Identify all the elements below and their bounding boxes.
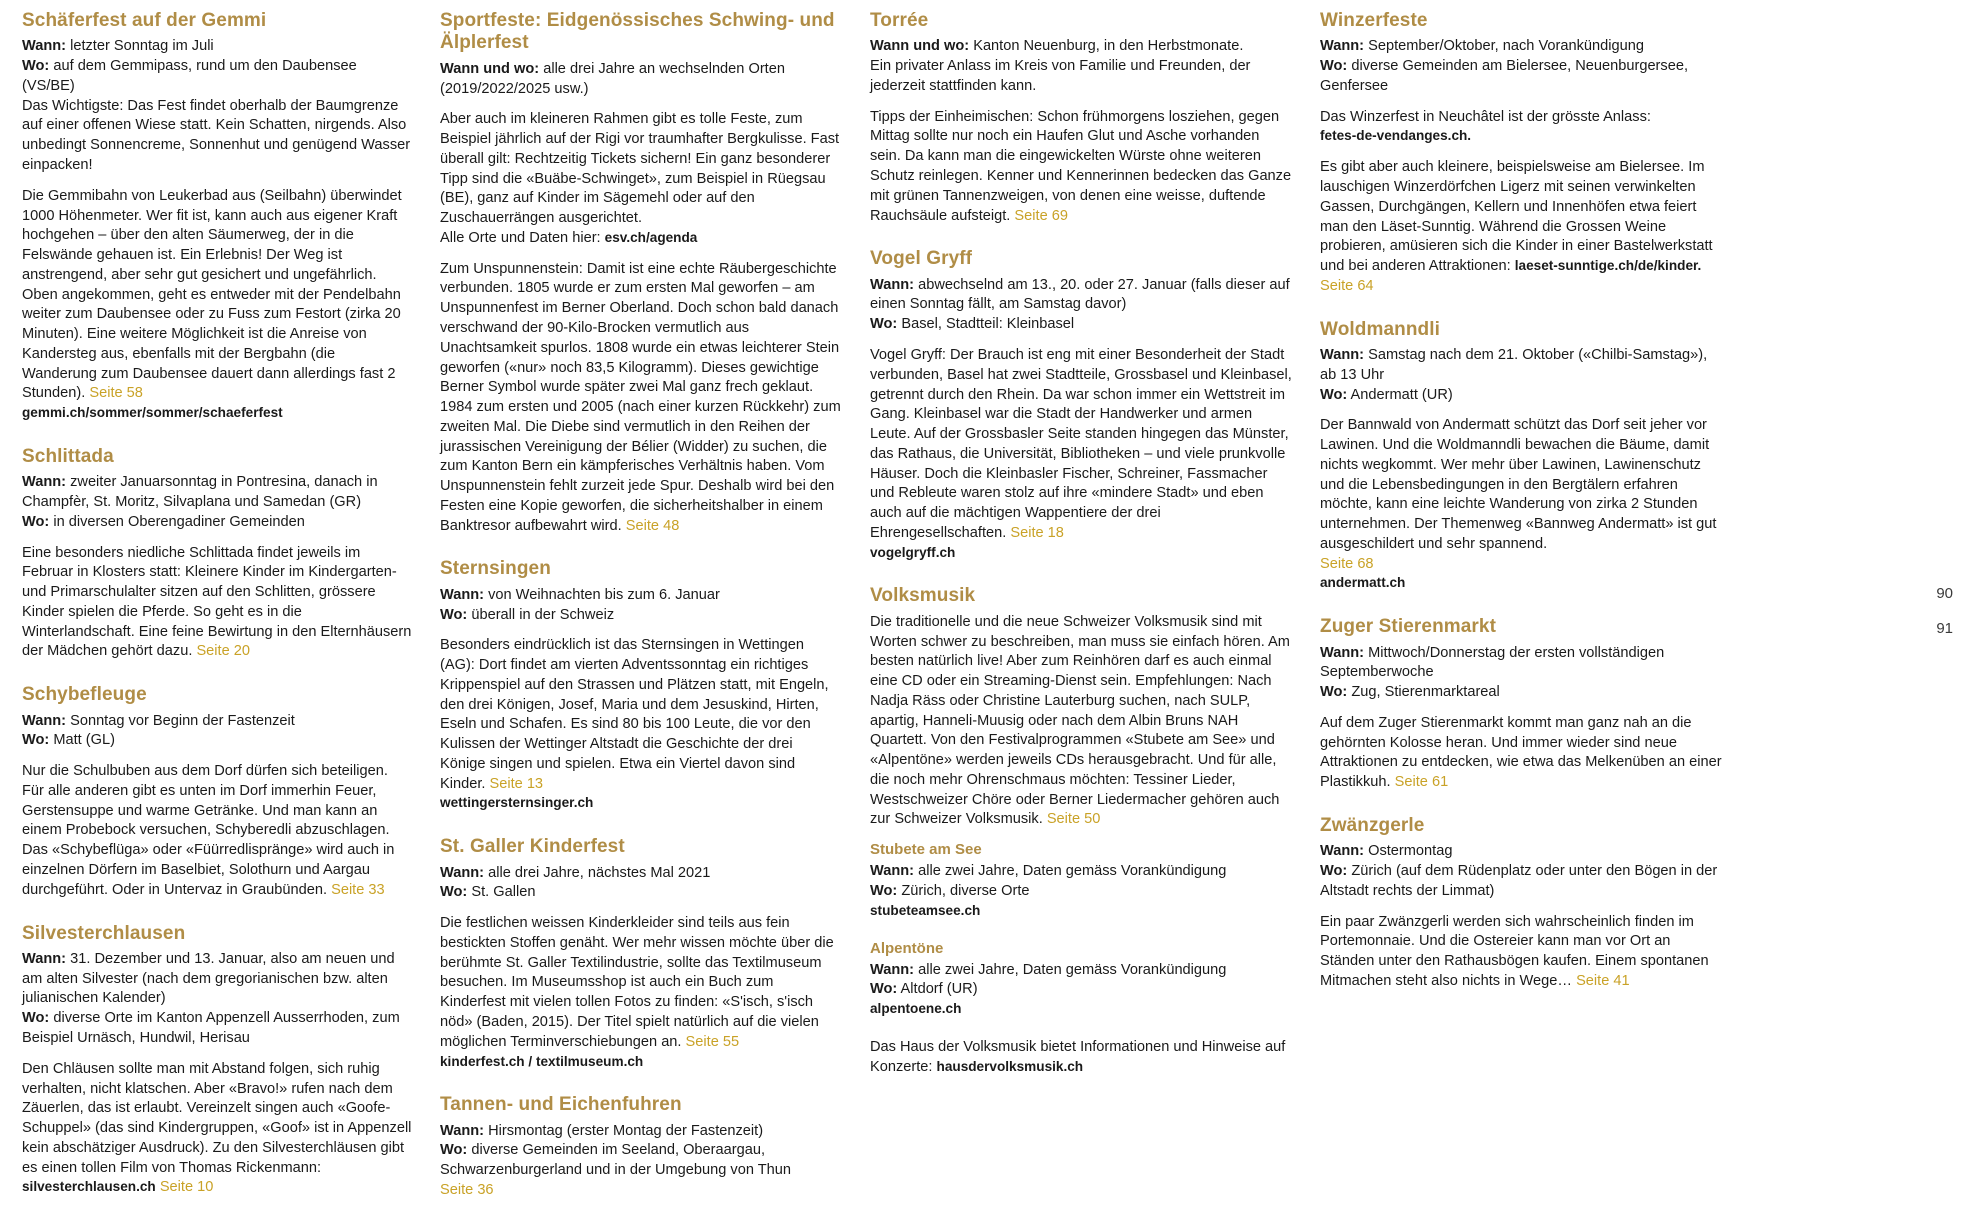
entry-body-text-2: Es gibt aber auch kleinere, beispielsweise am Bielersee. Im lauschigen Winzerdörfchen Ligerz mit seinen verwinkelten Gassen, Durchgängen, Kellern und Innenhöfen etwa feiert man den Läset-Sunntig. Während die Grossen Weine probieren, amüsieren sich die Kinder in einer Bastelwerkstatt und bei anderen Attraktionen: [1320,159,1713,275]
entry-silvesterchlausen [22,923,412,1199]
page-ref[interactable]: Seite 41 [1576,972,1630,989]
where-value: Zug, Stierenmarktareal [1347,684,1500,701]
entry-sportfeste [440,10,842,536]
entry-meta [870,276,1292,335]
when-label: Wann: [1320,644,1365,661]
where-label: Wo: [440,606,468,623]
folio-right: 91 [1936,620,1953,637]
entry-winzerfeste [1320,10,1722,297]
entry-woldmanndli [1320,319,1722,595]
when-label: Wann: [870,276,915,293]
entry-body-text: Auf dem Zuger Stierenmarkt kommt man ganz nah an die gehörnten Kolosse heran. Und immer wieder sind neue Attraktionen zu entdecken, wie etwa das Melkenüben an einer Plastikkuh. [1320,714,1722,791]
where-value: diverse Orte im Kanton Appenzell Ausserrhoden, zum Beispiel Urnäsch, Hundwil, Herisau [22,1010,400,1047]
where-label: Wo: [22,58,50,75]
entry-body-text: Nur die Schulbuben aus dem Dorf dürfen sich beteiligen. Für alle anderen gibt es unten im Dorf immerhin Feuer, Gerstensuppe und warme Getränke. Und man kann an einem Probebock versuchen, Schyberedli abzuschlagen. Das «Schybeflüga» oder «Füürredlispränge» wird auch in einzelnen Dörfern im Baselbiet, Solothurn und Aargau durchgeführt. Oder in Untervaz in Graubünden. [22,763,395,898]
subentry-meta [870,862,1292,921]
entry-url[interactable]: andermatt.ch [1320,575,1406,591]
entry-footer-url[interactable]: hausdervolksmusik.ch [936,1058,1084,1074]
entry-title: Volksmusik [870,585,976,607]
when-label: Wann: [1320,347,1365,363]
entry-body-text: Aber auch im kleineren Rahmen gibt es tolle Feste, zum Beispiel jährlich auf der Rigi vor traumhafter Bergkulisse. Fast überall gilt: Rechtzeitig Tickets sichern! Ein ganz besonderer Tipp sind die «Buäbe-Schwinget», zum Beispiel in Rüegsau (BE), ganz auf Kinder im Sägemehl oder auf den Zuschauerrängen ausgerichtet. [440,111,840,227]
entry-title: Torrée [870,10,929,31]
when-value: letzter Sonntag im Juli [66,38,214,55]
entry-body [22,1060,412,1198]
page-ref[interactable]: Seite 68 [1320,555,1374,572]
entry-body-text: Die Gemmibahn von Leukerbad aus (Seilbahn) überwindet 1000 Höhenmeter. Wer fit ist, kann auch aus eigener Kraft hochgehen – über den alten Säumerweg, der in die Felswände gehauen ist. Ein Erlebnis! Der Weg ist anstrengend, aber sehr gut gesichert und ungefährlich. Oben angekommen, geht es entweder mit der Pendelbahn weiter zum Daubensee oder zu Fuss zum Festort (zirka 20 Minuten). Eine weitere Möglichkeit ist die Anreise von Kandersteg aus, ebenfalls mit der Bergbahn (die Wanderung zum Daubensee dauert dann allerdings fast 2 Stunden). [22,187,402,402]
subentry-title: Stubete am See [870,841,982,859]
when-value: 31. Dezember und 13. Januar, also am neuen und am alten Silvester (nach dem gregorianischen bzw. alten julianischen Kalender) [22,950,395,1007]
when-value: Mittwoch/Donnerstag der ersten vollständigen Septemberwoche [1320,644,1665,681]
where-value: diverse Gemeinden im Seeland, Oberaargau, Schwarzenburgerland und in der Umgebung von Thun [440,1142,792,1179]
entry-body [870,108,1292,227]
where-value: St. Gallen [467,884,536,901]
page-ref[interactable]: Seite 55 [685,1033,740,1050]
entry-body-text: Das Winzerfest in Neuchâtel ist der grösste Anlass: [1320,108,1651,125]
entry-volksmusik [870,585,1292,1077]
folio-left: 90 [1936,585,1953,602]
column-4 [1306,10,1736,1014]
entry-url[interactable]: vogelgryff.ch [870,544,956,560]
when-value: Hirsmontag (erster Montag der Fastenzeit) [484,1122,764,1139]
when-value: Samstag nach dem 21. Oktober («Chilbi-Samstag»), ab 13 Uhr [1320,347,1708,383]
entry-body-2 [1320,158,1722,296]
where-value: auf dem Gemmipass, rund um den Daubensee (VS/BE) [22,58,357,94]
where-label: Wo: [870,981,898,998]
where-label: Wo: [1320,863,1348,880]
entry-meta [870,37,1292,96]
entry-meta [22,37,412,175]
where-value: Matt (GL) [49,732,115,749]
subentry-alpentoene [870,940,1292,1020]
entry-body [1320,913,1722,992]
entry-meta [22,473,412,532]
entry-body [22,187,412,424]
entry-url[interactable]: wettingersternsinger.ch [440,795,594,811]
where-label: Wo: [22,513,50,530]
entry-body [22,544,412,663]
entry-body [22,762,412,900]
entry-body [440,636,842,814]
entry-body [870,613,1292,830]
where-value: in diversen Oberengadiner Gemeinden [49,513,305,530]
where-value: Basel, Stadtteil: Kleinbasel [897,316,1075,333]
where-value: Zürich, diverse Orte [897,883,1030,900]
when-value: alle drei Jahre an wechselnden Orten (2019/2022/2025 usw.) [440,60,785,97]
entry-body-text: Der Bannwald von Andermatt schützt das Dorf seit jeher vor Lawinen. Und die Woldmanndli bewachen die Bäume, damit nichts wegkommt. Wer mehr über Lawinen, Lawinenschutz und die Lebensbedingungen in den Bergtälern erfahren möchte, kann eine leichte Wanderung von zirka 2 Stunden unternehmen. Der Themenweg «Bannweg Andermatt» ist gut ausgeschildert und sehr spannend. [1320,417,1717,552]
entry-tannen-eichenfuhren [440,1094,842,1200]
entry-vogel-gryff [870,248,1292,563]
when-label: Wann: [1320,843,1365,860]
entry-title: Sportfeste: Eidgenössisches Schwing- und Älplerfest [440,10,835,54]
when-value: von Weihnachten bis zum 6. Januar [484,586,720,603]
columns-container [0,10,1969,1223]
entry-title: Sternsingen [440,558,551,580]
entry-body-3 [440,260,842,537]
entry-body [440,914,842,1072]
entry-body [440,110,842,248]
when-value: Kanton Neuenburg, in den Herbstmonate. [969,38,1244,55]
entry-meta [22,950,412,1049]
page-ref[interactable]: Seite 13 [489,775,544,792]
page-ref[interactable]: Seite 50 [1046,811,1101,828]
page-ref[interactable]: Seite 58 [89,385,143,402]
entry-title: Vogel Gryff [870,248,973,270]
page-ref[interactable]: Seite 20 [196,643,250,660]
page-ref[interactable]: Seite 48 [625,517,680,534]
entry-title: Winzerfeste [1320,10,1428,31]
entry-body-text: Die traditionelle und die neue Schweizer Volksmusik sind mit Worten schwer zu beschreiben, man muss sie einfach hören. Am besten natürlich live! Aber zum Reinhören darf es auch einmal eine CD oder ein Streaming-Dienst sein. Empfehlungen: Nach Nadja Räss oder Christine Lauterburg suchen, nach SULP, apartig, Hanneli-Muusig oder nach dem Albin Bruns NAH Quartett. Von den Festivalprogrammen «Stubete am See» und «Alpentöne» werden jeweils CDs herausgebracht. Und für alle, die noch mehr Ohrenschmaus möchten: Tessiner Lieder, Westschweizer Chöre oder Berner Liedermacher gehören auch zur Schweizer Volksmusik. [870,613,1290,828]
entry-url-inline[interactable]: esv.ch/agenda [604,229,698,245]
entry-meta [440,586,842,626]
entry-title: Schäferfest auf der Gemmi [22,10,267,31]
when-label: Wann: [1320,38,1365,55]
subentry-url[interactable]: alpentoene.ch [870,1001,962,1017]
page-ref[interactable]: Seite 69 [1014,207,1068,224]
entry-url[interactable]: kinderfest.ch / textilmuseum.ch [440,1053,644,1069]
page-ref[interactable]: Seite 61 [1394,774,1449,791]
page-ref[interactable]: Seite 18 [1010,524,1064,541]
when-label: Wann: [440,586,485,603]
entry-schybefleuge [22,684,412,900]
where-label: Wo: [870,316,898,333]
subentry-meta [870,961,1292,1020]
column-2 [426,10,856,1223]
where-value: Altdorf (UR) [897,981,978,998]
entry-footer-text: Das Haus der Volksmusik bietet Informationen und Hinweise auf Konzerte: [870,1038,1286,1075]
entry-meta [440,864,842,904]
entry-title: St. Galler Kinderfest [440,836,625,858]
entry-body [870,346,1292,563]
entry-body-text: Den Chläusen sollte man mit Abstand folgen, sich ruhig verhalten, nicht klatschen. Aber «Bravo!» rufen nach dem Zäuerlen, das ist erlaubt. Vereinzelt singen auch «Goofe-Schuppel» (das sind Kindergruppen, «Goof» ist in Appenzell kein abschätziger Ausdruck). Zu den Silvesterchläusen gibt es einen tollen Film von Thomas Rickenmann: [22,1060,412,1176]
when-value: alle drei Jahre, nächstes Mal 2021 [484,864,711,881]
page-ref[interactable]: Seite 64 [1320,277,1374,294]
when-label: Wann: [870,961,915,978]
where-label: Wo: [1320,684,1348,701]
where-value: Zürich (auf dem Rüdenplatz oder unter den Bögen in der Altstadt rechts der Limmat) [1320,863,1718,899]
entry-st-galler-kinderfest [440,836,842,1072]
entry-schaeferfest [22,10,412,424]
where-label: Wo: [22,1010,50,1027]
when-label: Wann: [22,950,67,967]
entry-zwaenzgerle [1320,815,1722,992]
when-label: Wann: [870,863,915,880]
where-label: Wo: [1320,58,1348,75]
entry-extra: Das Wichtigste: Das Fest findet oberhalb der Baumgrenze auf einer offenen Wiese statt. Kein Schatten, nirgends. Also unbedingt Sonnencreme, Sonnenhut und genügend Wasser einpacken! [22,97,411,173]
subentry-stubete-am-see [870,841,1292,921]
entry-url[interactable]: silvesterchlausen.ch [22,1179,156,1195]
when-label: Wann: [22,474,67,491]
entry-url-inline[interactable]: laeset-sunntige.ch/de/kinder. [1514,258,1702,274]
entry-title: Zwänzgerle [1320,814,1425,836]
page-ref[interactable]: Seite 10 [159,1179,214,1196]
when-label: Wann: [440,1122,485,1139]
where-value: Andermatt (UR) [1347,386,1453,403]
entry-body-text: Besonders eindrücklich ist das Sternsingen in Wettingen (AG): Dort findet am vierten Adventssonntag ein richtiges Krippenspiel auf den Strassen und Plätzen statt, mit Engeln, den drei Königen, Josef, Maria und dem Jesuskind, Hirten, Eseln und Schafen. Es sind 80 bis 100 Leute, die vor den Kulissen der Wettinger Altstadt die Geschichte der drei Könige singen und spielen. Etwa ein Viertel davon sind Kinder. [440,637,829,792]
column-1 [8,10,426,1220]
entry-body-text-2: Alle Orte und Daten hier: [440,229,605,246]
when-value: alle zwei Jahre, Daten gemäss Vorankündigung [914,863,1227,880]
entry-title: Silvesterchlausen [22,922,186,944]
entry-title: Woldmanndli [1320,318,1441,340]
when-value: September/Oktober, nach Vorankündigung [1364,38,1644,55]
page-ref[interactable]: Seite 33 [331,881,385,898]
subentry-url[interactable]: stubeteamsee.ch [870,902,981,918]
when-label: Wann: [440,864,485,881]
entry-title: Schlittada [22,445,114,467]
entry-meta [1320,644,1722,703]
entry-zuger-stierenmarkt [1320,616,1722,793]
when-value: Ostermontag [1364,843,1453,860]
entry-schlittada [22,446,412,662]
when-label: Wann und wo: [440,60,540,77]
where-label: Wo: [22,732,50,749]
entry-title: Tannen- und Eichenfuhren [440,1094,682,1116]
entry-body-text: Vogel Gryff: Der Brauch ist eng mit einer Besonderheit der Stadt verbunden, Basel hat zwei Stadtteile, Grossbasel und Kleinbasel, getrennt durch den Rhein. Da war schon immer ein Wettstreit im Gang. Kleinbasel war die Stadt der Handwerker und armen Leute. Auf der Grossbasler Seite standen hingegen das Münster, das Rathaus, die Universität, Bibliotheken – und viele prunkvolle Häuser. Doch die Kleinbasler Fischer, Schreiner, Fassmacher und Rebleute waren stolz auf ihre «mindere Stadt» und eben auch auf die mächtigen Wappentiere der drei Ehrengesellschaften. [870,347,1292,541]
where-label: Wo: [440,1142,468,1159]
entry-title: Zuger Stierenmarkt [1320,616,1497,638]
entry-extra: Ein privater Anlass im Kreis von Familie und Freunden, der jederzeit stattfinden kann. [870,58,1251,94]
where-value: überall in der Schweiz [467,606,615,623]
column-3 [856,10,1306,1099]
entry-body [1320,714,1722,793]
entry-body-text: Tipps der Einheimischen: Schon frühmorgens losziehen, gegen Mittag sollte nur noch ein Haufen Glut und Asche vorhanden sein. Da kann man die eingewickelten Würste ohne weiteren Schutz reinlegen. Kenner und Kennerinnen bedecken das Ganze mit grünen Tannenzweigen, von denen eine weisse, duftende Rauchsäule aufsteigt. [870,108,1292,224]
entry-meta [1320,346,1722,405]
where-value: diverse Gemeinden am Bielersee, Neuenburgersee, Genfersee [1320,58,1689,94]
when-label: Wann und wo: [870,38,970,55]
entry-body [1320,108,1722,148]
entry-body [1320,416,1722,594]
entry-body-text: Ein paar Zwänzgerli werden sich wahrscheinlich finden im Portemonnaie. Und die Ostereier kann man vor Ort an Ständen unter den Rathausbögen kaufen. Einem spontanen Mitmachen steht also nichts in Wege… [1320,913,1709,989]
entry-title: Schybefleuge [22,684,147,706]
when-label: Wann: [22,712,67,729]
entry-meta [1320,842,1722,901]
entry-meta [440,60,842,100]
entry-body-text: Die festlichen weissen Kinderkleider sind teils aus fein bestickten Stoffen genäht. Wer mehr wissen möchte über die berühmte St. Galler Textilindustrie, sollte das Textilmuseum besuchen. Im Museumsshop ist auch ein Buch zum Kinderfest mit vielen tollen Fotos zu finden: «S'isch, s'isch nöd» (Baden, 2015). Der Titel spielt natürlich auf die vielen möglichen Terminverschiebungen an. [440,915,834,1050]
entry-sternsingen [440,558,842,814]
page-ref[interactable]: Seite 36 [440,1182,494,1199]
entry-footer [870,1038,1292,1078]
entry-body-text-3: Zum Unspunnenstein: Damit ist eine echte Räubergeschichte verbunden. 1805 wurde er zum ersten Mal geworfen – am Unspunnenfest im Berner Oberland. Doch schon bald danach verschwand der 90-Kilo-Brocken vermutlich aus Unachtsamkeit spurlos. 1808 wurde ein etwas leichterer Stein geworfen («nur» noch 83,5 Kilogramm). Dieses gewichtige Berner Symbol wurde später zwei Mal ganz frech geklaut. 1984 zum ersten und 2005 (nach einer kurzen Rückkehr) zum zweiten Mal. Die Diebe sind vermutlich in den Reihen der jurassischen Vereinigung der Bélier (Widder) zu suchen, die zum Kanton Bern ein kämpferisches Verhältnis haben. Vom Unspunnenstein fehlt zurzeit jede Spur. Deshalb wird bei den Festen eine Kopie geworfen, die sicherheitshalber in einem Banktresor aufbewahrt wird. [440,260,841,534]
when-value: zweiter Januarsonntag in Pontresina, danach in Champfèr, St. Moritz, Silvaplana und Samedan (GR) [22,474,378,511]
where-label: Wo: [1320,386,1348,403]
when-value: abwechselnd am 13., 20. oder 27. Januar (falls dieser auf einen Sonntag fällt, am Samstag davor) [870,276,1290,313]
where-label: Wo: [440,884,468,901]
entry-body-text: Eine besonders niedliche Schlittada findet jeweils im Februar in Klosters statt: Kleinere Kinder im Kindergarten- und Primarschulalter sitzen auf den Schlitten, grössere Kinder spielen die Pferde. So geht es in die Winterlandschaft. Eine feine Bewirtung in den Elternhäusern der Mädchen gehört dazu. [22,544,412,660]
entry-url[interactable]: fetes-de-vendanges.ch. [1320,128,1472,144]
where-label: Wo: [870,883,898,900]
entry-meta [440,1122,842,1201]
when-value: alle zwei Jahre, Daten gemäss Vorankündigung [914,961,1227,978]
when-label: Wann: [22,38,67,55]
entry-url[interactable]: gemmi.ch/sommer/sommer/schaeferfest [22,405,283,421]
entry-torree [870,10,1292,226]
entry-meta [1320,37,1722,96]
when-value: Sonntag vor Beginn der Fastenzeit [66,712,295,729]
subentry-title: Alpentöne [870,939,944,957]
entry-meta [22,712,412,752]
